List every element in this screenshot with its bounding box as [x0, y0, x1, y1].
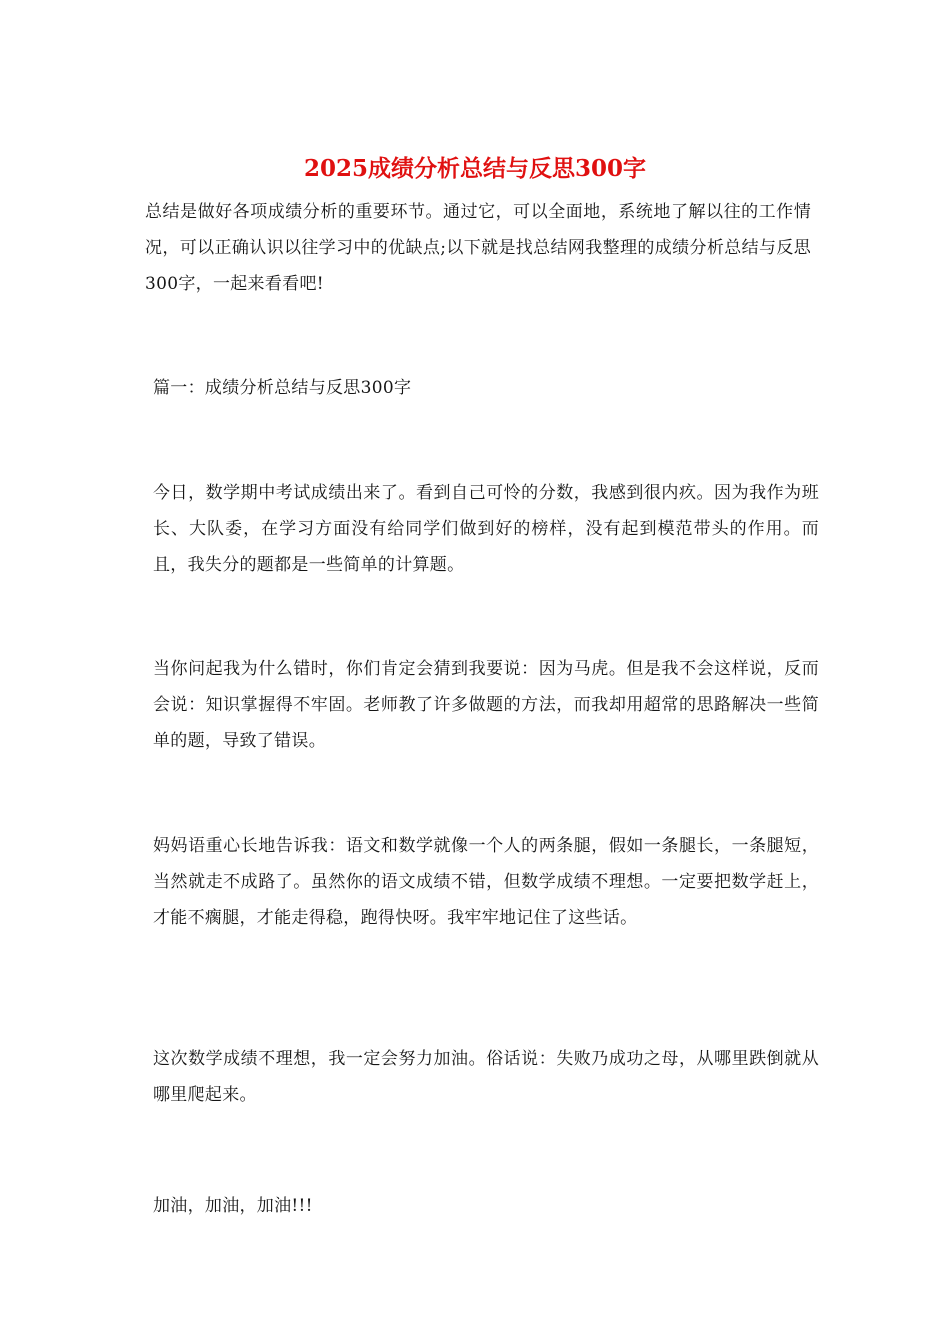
intro-paragraph: 总结是做好各项成绩分析的重要环节。通过它，可以全面地，系统地了解以往的工作情况，可以正确认识以往学习中的优缺点;以下就是找总结网我整理的成绩分析总结与反思300字，一起来看看吧!: [145, 202, 811, 294]
section-heading: 篇一：成绩分析总结与反思300字: [153, 378, 412, 398]
body-paragraph-2: 当你问起我为什么错时，你们肯定会猜到我要说：因为马虎。但是我不会这样说，反而会说：知识掌握得不牢固。老师教了许多做题的方法，而我却用超常的思路解决一些简单的题，导致了错误。: [153, 659, 819, 751]
body-paragraph-5: 加油，加油，加油!!!: [153, 1196, 313, 1216]
body-paragraph-4: 这次数学成绩不理想，我一定会努力加油。俗话说：失败乃成功之母，从哪里跌倒就从哪里爬起来。: [153, 1049, 819, 1105]
body-paragraph-3: 妈妈语重心长地告诉我：语文和数学就像一个人的两条腿，假如一条腿长，一条腿短，当然就走不成路了。虽然你的语文成绩不错，但数学成绩不理想。一定要把数学赶上，才能不瘸腿，才能走得稳，跑得快呀。我牢牢地记住了这些话。: [153, 836, 819, 928]
body-paragraph-1: 今日，数学期中考试成绩出来了。看到自己可怜的分数，我感到很内疚。因为我作为班长、大队委，在学习方面没有给同学们做到好的榜样，没有起到模范带头的作用。而且，我失分的题都是一些简单的计算题。: [153, 483, 819, 575]
document-title: 2025成绩分析总结与反思300字: [303, 155, 647, 182]
